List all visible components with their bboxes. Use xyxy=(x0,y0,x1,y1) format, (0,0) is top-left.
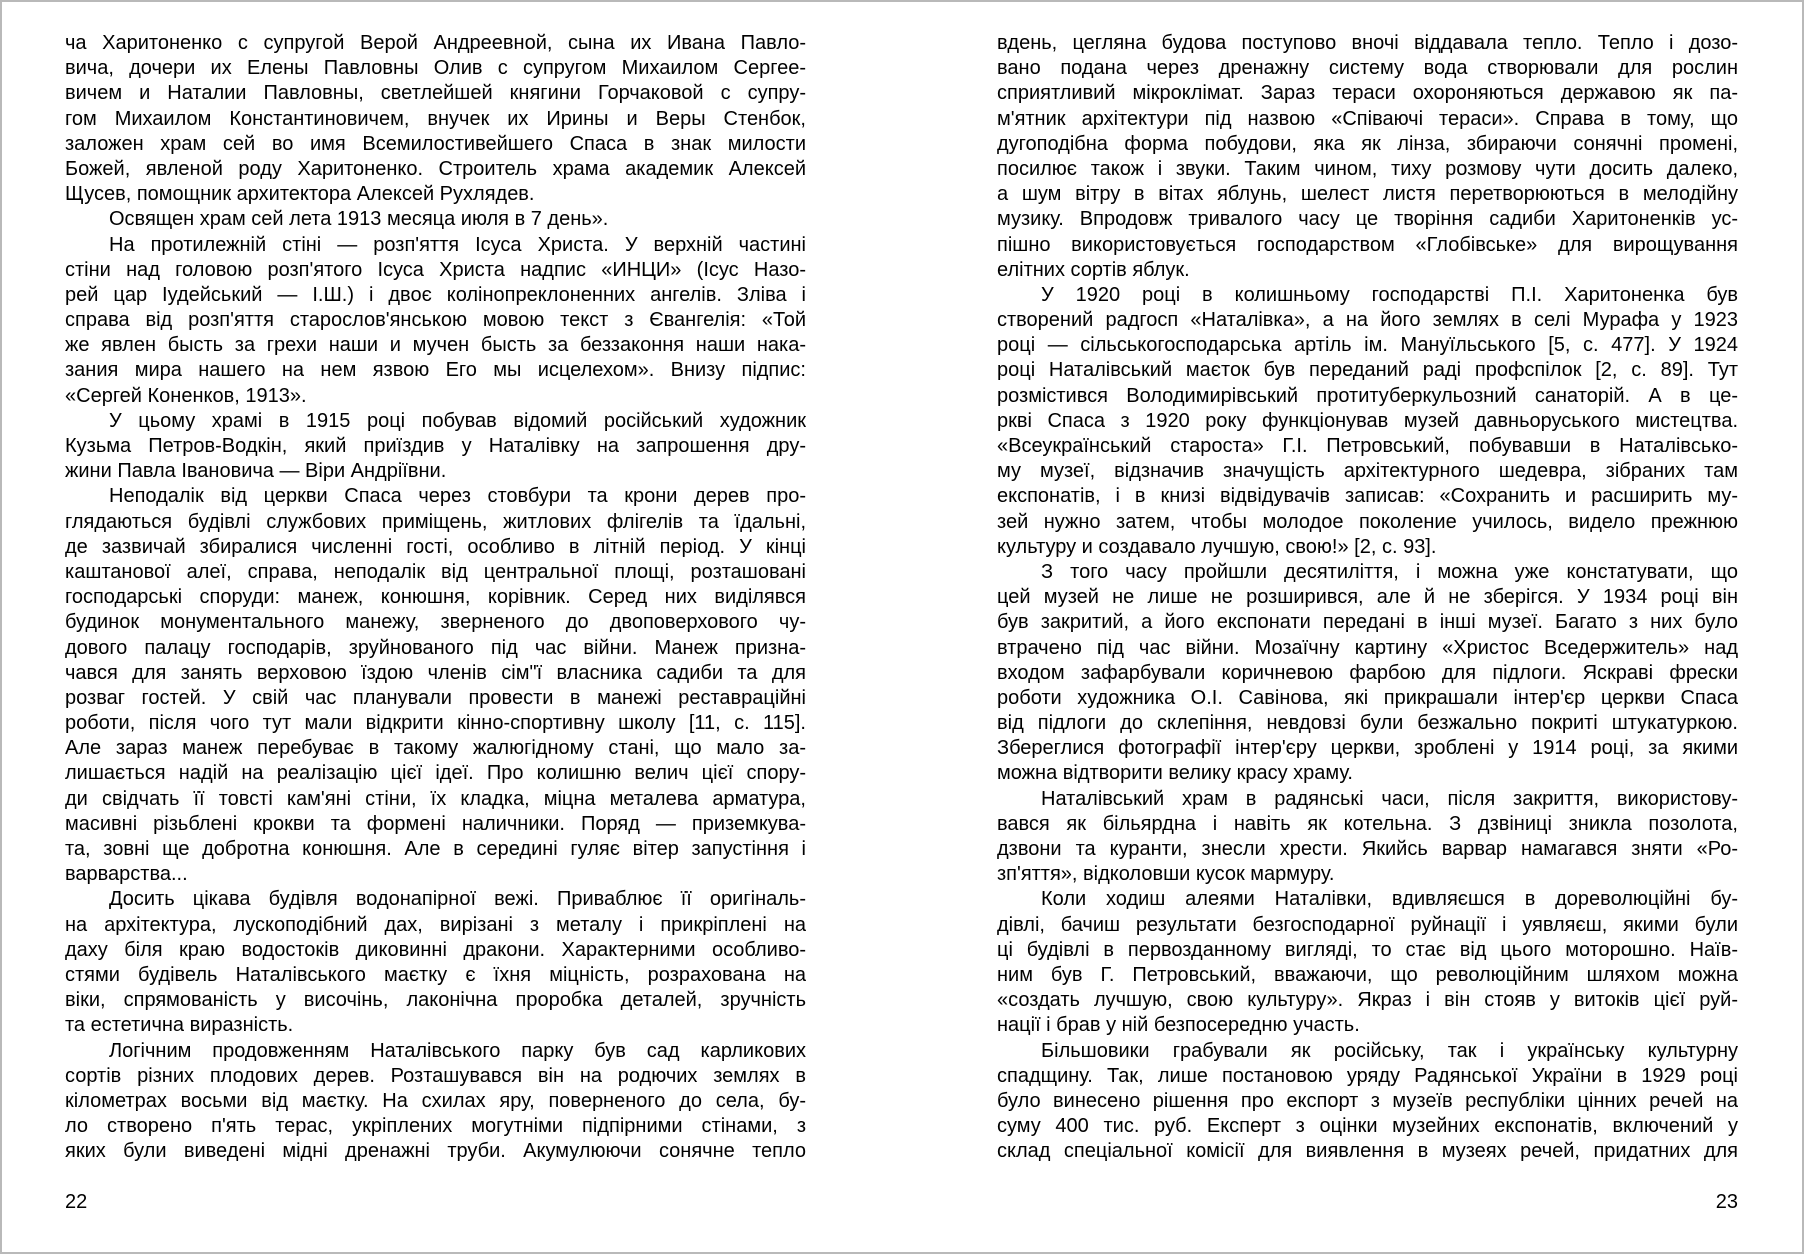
text-line: ним був Г. Петровський, вважаючи, що революційним шляхом можна xyxy=(997,963,1738,986)
text-line: зания мира нашего на нем язвою Его мы исцелехом». Внизу підпис: xyxy=(65,359,806,382)
text-line: віки, спрямованість у височінь, лаконічна проробка деталей, зручність xyxy=(65,989,806,1012)
text-line: від підлоги до склепіння, невдовзі були безжально покриті штукатуркою. xyxy=(997,712,1738,735)
text-line: Більшовики грабували як російську, так і українську культурну xyxy=(1041,1039,1738,1062)
text-line: культуру и создавало лучшую, свою!» [2, с. 93]. xyxy=(997,535,1437,558)
text-line: ди свідчать її товсті кам'яні стіни, їх кладка, міцна металева арматура, xyxy=(65,787,806,810)
text-line: роботи художника О.І. Савінова, які прикрашали інтер'єр церкви Спаса xyxy=(997,686,1738,709)
text-line: ркві Спаса з 1920 року функціонував музей давньоруського мистецтва. xyxy=(997,409,1738,432)
text-line: році — сільськогосподарська артіль ім. Мануїльського [5, с. 477]. У 1924 xyxy=(997,334,1738,357)
text-line: гом Михаилом Константиновичем, внучек их Ирины и Веры Стенбок, xyxy=(65,107,806,130)
text-line: вичем и Наталии Павловны, светлейшей княгини Горчаковой с супру- xyxy=(65,82,806,105)
text-line: ча Харитоненко с супругой Верой Андреевной, сына их Ивана Павло- xyxy=(65,32,806,54)
text-line: У цьому храмі в 1915 році побував відомий російський художник xyxy=(109,409,806,432)
text-line: каштанової алеї, справа, неподалік від центральної площі, розташовані xyxy=(65,560,806,583)
text-line: втрачено під час війни. Мозаїчну картину «Христос Вседержитель» над xyxy=(997,636,1738,659)
text-line: роботи, після чого тут мали відкрити кінно-спортивну школу [11, с. 115]. xyxy=(65,712,806,735)
text-line: створений радгосп «Наталівка», а на його землях в селі Мурафа у 1923 xyxy=(997,309,1738,332)
text-line: жини Павла Івановича — Віри Андріївни. xyxy=(65,460,447,483)
text-line: Але зараз манеж перебуває в такому жалюгідному стані, що мало за- xyxy=(65,737,806,760)
text-line: На протилежній стіні — розп'яття Ісуса Христа. У верхній частині xyxy=(109,233,806,256)
text-line: входом зафарбували коричневою фарбою для підлоги. Яскраві фрески xyxy=(997,661,1738,684)
text-line: дового палацу господарів, зруйнованого під час війни. Манеж призна- xyxy=(65,636,806,659)
text-line: справа від розп'яття старослов'янською мовою текст з Євангелія: «Той xyxy=(65,309,806,332)
text-line: посилює також і звуки. Таким чином, тиху розмову чути досить далеко, xyxy=(997,157,1738,180)
text-line: глядаються будівлі службових приміщень, житлових флігелів та їдальні, xyxy=(65,510,806,533)
text-line: сприятливий мікроклімат. Зараз тераси охороняються державою як па- xyxy=(997,82,1738,105)
text-line: можна відтворити велику красу храму. xyxy=(997,762,1353,785)
text-line: Освящен храм сей лета 1913 месяца июля в 7 день». xyxy=(109,208,609,231)
text-line: кілометрах восьми від маєтку. На схилах яру, поверненого до села, бу- xyxy=(65,1089,806,1112)
text-line: З того часу пройшли десятиліття, і можна уже констатувати, що xyxy=(1041,560,1738,583)
text-line: був закритий, а його експонати передані в інші музеї. Багато з них було xyxy=(997,611,1738,634)
page-22-text-column xyxy=(65,31,806,1164)
text-line: м'ятник архітектури під назвою «Співаючі тераси». Справа в тому, що xyxy=(997,107,1738,130)
page-number-left: 22 xyxy=(65,1191,88,1213)
text-line: варварства... xyxy=(65,863,188,886)
text-line: будинок монументального манежу, зверненого до двоповерхового чу- xyxy=(65,611,806,634)
text-line: чався для занять верховою їздою членів сім"ї власника садиби та для xyxy=(65,661,806,684)
text-line: елітних сортів яблук. xyxy=(997,258,1190,281)
text-line: суму 400 тис. руб. Експерт з оцінки музейних експонатів, включений у xyxy=(997,1115,1738,1138)
text-line: вався як більярдна і навіть як котельна. З дзвіниці зникла позолота, xyxy=(997,812,1738,835)
text-line: зп'яття», відколовши кусок мармуру. xyxy=(997,863,1335,886)
text-line: музику. Впродовж тривалого часу це творіння садиби Харитоненків ус- xyxy=(997,208,1738,231)
text-line: «Всеукраїнський староста» Г.І. Петровський, побувавши в Наталівсько- xyxy=(997,435,1738,457)
text-line: яких були виведені мідні дренажні труби. Акумулюючи сонячне тепло xyxy=(65,1140,806,1163)
page-number-right: 23 xyxy=(1715,1191,1738,1213)
text-line: вича, дочери их Елены Павловны Олив с супругом Михаилом Сергее- xyxy=(65,57,806,80)
text-line: Кузьма Петров-Водкін, який приїздив у Наталівку на запрошення дру- xyxy=(65,435,806,457)
text-line: цей музей не лише не розширився, але й не зберігся. У 1934 році він xyxy=(997,586,1738,609)
text-line: ло створено п'ять терас, укріплених могутніми підпірними стінами, з xyxy=(65,1115,806,1138)
text-line: на архітектура, лускоподібний дах, вирізані з металу і прикріплені на xyxy=(65,913,806,936)
text-line: дугоподібна форма побудови, яка як лінза, збираючи сонячні промені, xyxy=(997,132,1738,155)
text-line: Коли ходиш алеями Наталівки, вдивляєшся в дореволюційні бу- xyxy=(1041,888,1738,911)
text-line: році Наталівський маєток був переданий раді профспілок [2, с. 89]. Тут xyxy=(997,359,1738,382)
text-line: та, зовні ще добротна конюшня. Але в середині гуляє вітер запустіння і xyxy=(65,838,806,860)
text-line: даху біля краю водостоків диковинні дракони. Характерними особливо- xyxy=(65,938,806,961)
text-line: вдень, цегляна будова поступово вночі віддавала тепло. Тепло і дозо- xyxy=(997,32,1738,54)
text-line: лишається надій на реалізацію цієї ідеї. Про колишню велич цієї спору- xyxy=(65,762,806,785)
text-line: дзвони та куранти, знесли хрести. Якийсь варвар намагався зняти «Ро- xyxy=(997,838,1738,860)
text-line: та естетична виразність. xyxy=(65,1014,294,1037)
text-line: же явлен бысть за грехи наши и мучен бысть за беззаконня наши нака- xyxy=(65,334,806,357)
text-line: господарські споруди: манеж, конюшня, корівник. Серед них виділявся xyxy=(65,586,806,609)
page-23-text-column xyxy=(997,31,1738,1164)
text-line: сортів різних плодових дерев. Розташувався він на родючих землях в xyxy=(65,1064,806,1087)
text-line: Божей, явленой роду Харитоненко. Строитель храма академик Алексей xyxy=(65,157,806,180)
text-line: пішно використовується господарством «Глобівське» для вирощування xyxy=(997,233,1738,256)
text-line: нації і брав у ній безпосередню участь. xyxy=(997,1014,1360,1037)
text-line: «Сергей Коненков, 1913». xyxy=(65,384,307,407)
text-line: було винесено рішення про експорт з музеїв республіки цінних речей на xyxy=(997,1089,1738,1112)
text-line: Наталівський храм в радянські часи, після закриття, використову- xyxy=(1041,787,1738,810)
text-line: «создать лучшую, свою культуру». Якраз і він стояв у витоків цієї руй- xyxy=(997,989,1738,1012)
text-line: склад спеціальної комісії для виявлення в музеях речей, придатних для xyxy=(997,1140,1738,1163)
text-line: Збереглися фотографії інтер'єру церкви, зроблені у 1914 році, за якими xyxy=(997,737,1738,760)
text-line: рей цар Іудейський — І.Ш.) і двоє колінопреклоненних ангелів. Зліва і xyxy=(65,283,806,306)
text-line: спадщину. Так, лише постановою уряду Радянської України в 1929 році xyxy=(997,1064,1738,1087)
text-line: заложен храм сей во имя Всемилостивейшего Спаса в знак милости xyxy=(65,132,806,155)
text-line: му музеї, відзначив значущість архітектурного шедевра, зібраних там xyxy=(997,460,1738,483)
text-line: У 1920 році в колишньому господарстві П.І. Харитоненка був xyxy=(1041,283,1738,306)
text-line: де зазвичай збиралися численні гості, особливо в літній період. У кінці xyxy=(65,535,806,558)
text-line: Щусев, помощник архитектора Алексей Рухлядев. xyxy=(65,183,535,206)
text-line: стіни над головою розп'ятого Ісуса Христа надпис «ИНЦИ» (Ісус Назо- xyxy=(65,258,806,281)
text-line: розваг гостей. У свій час планували провести в манежі реставраційні xyxy=(65,686,806,709)
text-line: ці будівлі в первозданному вигляді, то стає від цього моторошно. Наїв- xyxy=(997,938,1738,961)
text-line: масивні різьблені крокви та формені наличники. Поряд — приземкува- xyxy=(65,812,806,835)
text-line: експонатів, і в книзі відвідувачів записав: «Сохранить и расширить му- xyxy=(997,485,1738,508)
text-line: дівлі, бачиш результати безгосподарної руйнації і уявляєш, якими були xyxy=(997,913,1738,936)
text-line: зей нужно затем, чтобы молодое поколение училось, видело прежнюю xyxy=(997,510,1738,533)
text-line: Логічним продовженням Наталівського парку був сад карликових xyxy=(109,1039,806,1062)
text-line: а шум вітру в вітах яблунь, шелест листя перетворюються в мелодійну xyxy=(997,183,1738,206)
text-line: Неподалік від церкви Спаса через стовбури та крони дерев про- xyxy=(109,485,806,508)
text-line: стями будівель Наталівського маєтку є їхня міцність, розрахована на xyxy=(65,963,806,986)
text-line: розмістився Володимирівський протитуберкульозний санаторій. А в це- xyxy=(997,384,1738,407)
text-line: вано подана через дренажну систему вода створювали для рослин xyxy=(997,57,1738,80)
text-line: Досить цікава будівля водонапірної вежі. Приваблює її оригіналь- xyxy=(109,888,806,911)
